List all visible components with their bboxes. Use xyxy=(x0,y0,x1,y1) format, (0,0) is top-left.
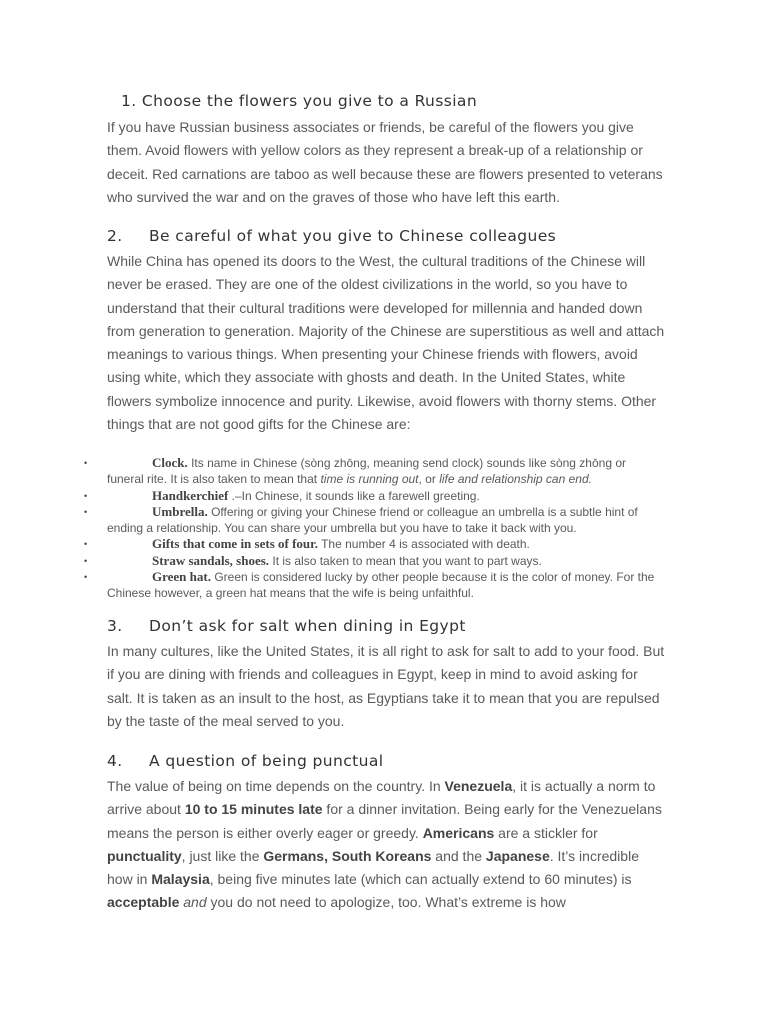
text-run: and the xyxy=(431,847,486,864)
gift-text: It is also taken to mean that you want to part ways. xyxy=(269,553,542,568)
text-run: , being five minutes late (which can actually extend to 60 minutes) is xyxy=(209,871,632,888)
bold-run: acceptable xyxy=(107,894,180,911)
gift-text: Its name in Chinese (sòng zhōng, meaning send clock) sounds like sòng zhōng or funeral rite. It is also taken to mean that xyxy=(107,456,627,487)
list-item xyxy=(84,504,664,537)
section-heading-3 xyxy=(107,617,466,635)
list-item xyxy=(84,536,664,552)
section-heading-1 xyxy=(121,92,477,110)
bold-run: punctuality xyxy=(107,847,182,864)
text-run: are a stickler for xyxy=(494,824,598,841)
gift-term: Umbrella. xyxy=(152,503,208,519)
text-run: . It’s incredible how in xyxy=(107,847,639,888)
gift-term: Gifts that come in sets of four. xyxy=(152,536,318,552)
section-paragraph-4 xyxy=(107,775,667,915)
bullet-icon: • xyxy=(84,555,88,566)
gift-term: Clock. xyxy=(152,455,188,470)
text-run: , just like the xyxy=(181,847,264,864)
section-title: A question of being punctual xyxy=(149,752,384,770)
bold-run: Japanese xyxy=(485,847,550,864)
text-run: for a dinner invitation. Being early for the Venezuelans means the person is either overly eager or greedy. xyxy=(107,801,662,841)
bullet-icon: • xyxy=(84,490,88,501)
list-item xyxy=(84,455,664,488)
section-number: 2. xyxy=(107,227,123,245)
section-title: Be careful of what you give to Chinese colleagues xyxy=(149,227,557,245)
gift-term: Green hat. xyxy=(152,569,211,585)
section-paragraph-1: If you have Russian business associates or friends, be careful of the flowers you give them. Avoid flowers with yellow colors as they represent a break-up of a relationship or deceit. Red carnations are taboo as well because these are flowers presented to veterans who survived the war and on the graves of those who have left this earth. xyxy=(107,119,663,205)
section-number: 3. xyxy=(107,617,123,635)
section-heading-4 xyxy=(107,752,383,770)
bullet-icon: • xyxy=(84,506,88,517)
bold-run: Americans xyxy=(422,824,495,841)
gift-text: The number 4 is associated with death. xyxy=(317,537,530,552)
bold-run: 10 to 15 minutes late xyxy=(184,801,323,818)
bold-run: Venezuela xyxy=(444,778,513,794)
section-title: Choose the flowers you give to a Russian xyxy=(141,92,478,110)
list-item xyxy=(84,553,664,569)
bullet-icon: • xyxy=(84,539,88,550)
gift-text: Offering or giving your Chinese friend or colleague an umbrella is a subtle hint of ending a relationship. You can share your umbrella but you have to take it back with you. xyxy=(107,504,638,536)
gift-text: , or xyxy=(418,472,440,487)
bold-run: Germans, South Koreans xyxy=(263,847,432,864)
italic-run: and xyxy=(183,894,207,911)
gift-text: .–In Chinese, it sounds like a farewell greeting. xyxy=(228,488,480,503)
gift-list xyxy=(84,455,664,602)
list-item xyxy=(84,569,664,602)
gift-term: Handkerchief xyxy=(152,487,229,503)
section-heading-2 xyxy=(107,227,556,245)
section-number: 4. xyxy=(107,752,123,770)
section-paragraph-3: In many cultures, like the United States, it is all right to ask for salt to add to your food. But if you are dining with friends and colleagues in Egypt, keep in mind to avoid asking for salt. It is taken as an insult to the host, as Egyptians take it to mean that you are repulsed by the taste of the meal served to you. xyxy=(107,643,665,729)
gift-term: Straw sandals, shoes. xyxy=(152,552,270,568)
text-run: you do not need to apologize, too. What’s extreme is how xyxy=(206,894,566,911)
gift-text: Green is considered lucky by other people because it is the color of money. For the Chinese however, a green hat means that the wife is being unfaithful. xyxy=(107,570,655,601)
gift-emphasis: time is running out xyxy=(320,472,419,487)
bullet-icon: • xyxy=(84,458,88,468)
section-paragraph-2: While China has opened its doors to the West, the cultural traditions of the Chinese will never be erased. They are one of the oldest civilizations in the world, so you have to understand that their cultural traditions were developed for millennia and handed down from generation to generation. Majority of the Chinese are superstitious as well and attach meanings to various things. When presenting your Chinese friends with flowers, avoid using white, which they associate with ghosts and death. In the United States, white flowers symbolize innocence and purity. Likewise, avoid flowers with thorny stems. Other things that are not good gifts for the Chinese are: xyxy=(107,253,665,433)
section-title: Don’t ask for salt when dining in Egypt xyxy=(149,617,466,635)
text-run: , it is actually a norm to arrive about xyxy=(107,778,656,818)
bold-run: Malaysia xyxy=(151,871,210,888)
list-item xyxy=(84,488,664,504)
section-number: 1. xyxy=(121,92,137,110)
bullet-icon: • xyxy=(84,572,88,583)
gift-emphasis: life and relationship can end. xyxy=(439,472,592,487)
text-run: The value of being on time depends on the country. In xyxy=(107,778,445,794)
